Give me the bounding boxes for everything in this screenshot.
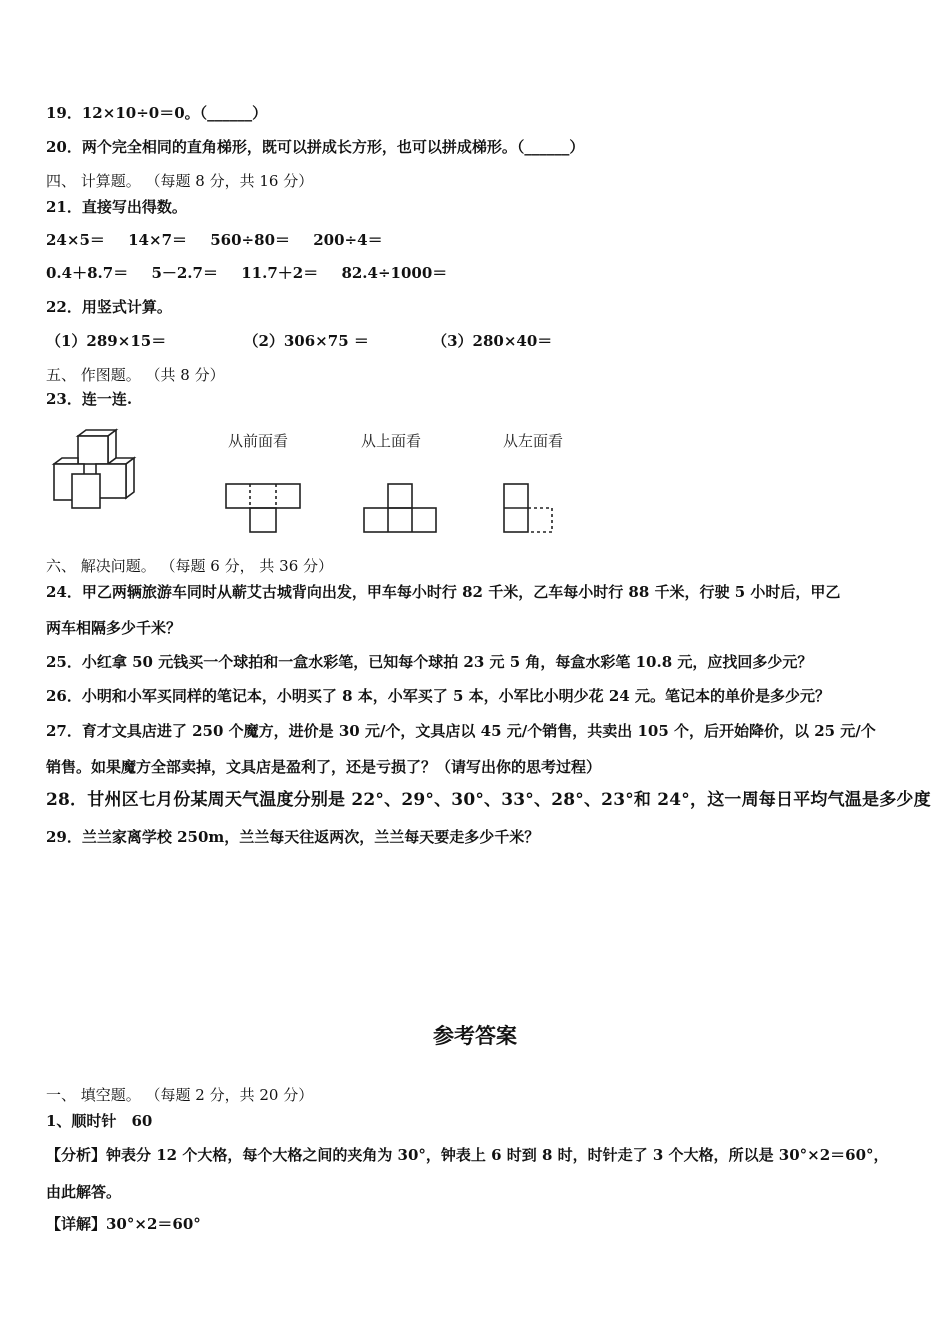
answer-1-detail: 【详解】30°×2＝60° [46,1215,201,1233]
question-24-cont: 两车相隔多少千米？ [46,619,182,637]
q21-item: 200÷4＝ [313,231,383,249]
view-label-top: 从上面看 [361,432,422,450]
q22-item: （1）289×15＝ [46,332,167,350]
question-28: 28．甘州区七月份某周天气温度分别是 22°、29°、30°、33°、28°、23°和 24°，这一周每日平均气温是多少度 [46,790,931,810]
question-24: 24．甲乙两辆旅游车同时从蕲艾古城背向出发，甲车每小时行 82 千米，乙车每小时行 88 千米，行驶 5 小时后，甲乙 [46,583,841,601]
q21-item: 14×7＝ [128,231,188,249]
q21-item: 560÷80＝ [210,231,291,249]
question-22: 22．用竖式计算。 [46,298,172,316]
question-20: 20．两个完全相同的直角梯形，既可以拼成长方形，也可以拼成梯形。（______） [46,138,585,156]
left-view-figure [500,480,560,536]
section-6-heading: 六、 解决问题。 （每题 6 分， 共 36 分） [46,557,334,575]
q21-item: 24×5＝ [46,231,105,249]
question-29: 29．兰兰家离学校 250m，兰兰每天往返两次，兰兰每天要走多少千米？ [46,828,540,846]
top-view-figure [360,480,442,536]
cube-stack-figure [50,428,140,510]
answer-1-analysis-cont: 由此解答。 [46,1183,122,1201]
question-26: 26．小明和小军买同样的笔记本，小明买了 8 本，小军买了 5 本，小军比小明少花 24 元。笔记本的单价是多少元？ [46,687,830,705]
question-19: 19．12×10÷0＝0。（______） [46,104,268,122]
q21-item: 5－2.7＝ [151,264,218,282]
question-25: 25．小红拿 50 元钱买一个球拍和一盒水彩笔，已知每个球拍 23 元 5 角，每盒水彩笔 10.8 元，应找回多少元？ [46,653,813,671]
question-23: 23．连一连. [46,390,133,408]
q21-row-2 [46,263,447,283]
answer-1-analysis: 【分析】钟表分 12 个大格，每个大格之间的夹角为 30°，钟表上 6 时到 8 时，时针走了 3 个大格，所以是 30°×2＝60°， [46,1146,889,1164]
q21-item: 0.4＋8.7＝ [46,264,129,282]
q21-row-1 [46,230,383,250]
question-27-cont: 销售。如果魔方全部卖掉，文具店是盈利了，还是亏损了？（请写出你的思考过程） [46,758,602,776]
section-4-heading: 四、 计算题。 （每题 8 分，共 16 分） [46,172,314,190]
q22-item: （2）306×75 ＝ [243,332,369,350]
front-view-figure [222,480,304,536]
q22-items [46,331,552,351]
section-1-heading: 一、 填空题。 （每题 2 分，共 20 分） [46,1086,314,1104]
answer-1: 1、顺时针 60 [46,1112,153,1130]
q22-item: （3）280×40＝ [432,332,553,350]
section-5-heading: 五、 作图题。 （共 8 分） [46,366,225,384]
q21-item: 11.7＋2＝ [241,264,319,282]
q21-item: 82.4÷1000＝ [341,264,448,282]
view-label-front: 从前面看 [228,432,289,450]
question-27: 27．育才文具店进了 250 个魔方，进价是 30 元/个，文具店以 45 元/个销售，共卖出 105 个，后开始降价，以 25 元/个 [46,722,876,740]
view-label-left: 从左面看 [503,432,564,450]
answer-title: 参考答案 [433,1023,517,1048]
question-21: 21．直接写出得数。 [46,198,187,216]
